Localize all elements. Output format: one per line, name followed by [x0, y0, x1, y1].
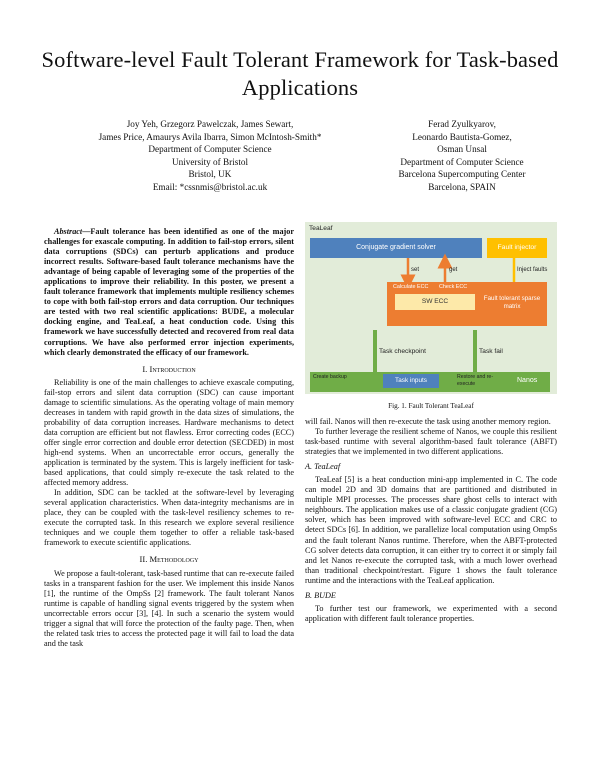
- author-line: Leonardo Bautista-Gomez,: [412, 131, 512, 142]
- author-line: James Price, Amaurys Avila Ibarra, Simon McIntosh-Smith*: [98, 131, 322, 142]
- affiliation-univ: University of Bristol: [171, 156, 249, 167]
- authors-left: [60, 118, 360, 194]
- fault-injector-box: Fault injector: [487, 238, 547, 258]
- affiliation-dept: Department of Computer Science: [148, 144, 272, 155]
- section-heading: II. Methodology: [139, 554, 199, 565]
- restore-label: Restore and re-execute: [457, 374, 494, 387]
- author-line: Ferad Zyulkyarov,: [428, 119, 496, 129]
- author-email: Email: *cssnmis@bristol.ac.uk: [152, 181, 268, 192]
- set-label: set: [411, 267, 420, 273]
- check-ecc-label: Check ECC: [439, 284, 468, 290]
- cg-solver-box: Conjugate gradient solver: [310, 238, 482, 258]
- right-column: [305, 417, 557, 624]
- tealeaf-label: TeaLeaf: [309, 225, 333, 232]
- calc-ecc-label: Calculate ECC: [393, 284, 429, 290]
- task-inputs-box: Task inputs: [383, 374, 439, 388]
- paragraph: will fail. Nanos will then re-execute the task using another memory region.: [305, 417, 551, 426]
- paper-title: Software-level Fault Tolerant Framework for Task-based Applications: [41, 47, 559, 100]
- affiliation-city: Barcelona, SPAIN: [428, 181, 496, 192]
- abstract-label: Abstract: [54, 227, 83, 236]
- figure-1: [305, 222, 557, 394]
- inject-faults-label: Inject faults: [517, 267, 548, 273]
- affiliation-dept: Department of Computer Science: [400, 156, 524, 167]
- paragraph: Reliability is one of the main challenges to achieve exascale computing, fail-stop errors and silent data corruption (SDC) can cause important damage to scientific simulations. As the operating voltage of main memory decreases in tandem with rapid growth in the data sizes of simulations, the probability of data corruption increases. Hardware mechanisms to detect data corruption are efficient but not flawless. Error correcting codes (ECC) offer single error correction and double error detection (SECDED) in most high-end systems. When an uncorrectable error occurs, generally the application is terminated by the system. This is largely inefficient for task-based applications, that could simply re-execute the task related to the affected memory address.: [44, 377, 294, 488]
- abstract-text: —Fault tolerance has been identified as one of the major challenges for exascale computing. In addition to fail-stop errors, silent data corruptions (SDCs) can perturb applications and produce incorrect results. Software-based fault tolerance mechanisms have the advantage of being capable of leveraging some of the properties of the applications to improve their reliability. In this poster, we present a fault tolerance framework that implements multiple resiliency schemes to cope with both fail-stop errors and data corruption. Our techniques are tested with two real scientific applications: BUDE, a molecular docking engine, and TeaLeaf, a heat conduction code. Using this framework we have successfully detected and recovered from real data corruptions. We have also performed error injection experiments, which clearly demonstrated the efficacy of our framework.: [44, 227, 294, 357]
- paragraph: We propose a fault-tolerant, task-based runtime that can re-execute failed tasks in a transparent fashion for the user. We implement this inside Nanos [1], the runtime of the OmpSs [2] framework. The fault tolerant Nanos runtime is capable of handling signal events triggered by the system when uncorrectable errors occur [3], [4]. In such a scenario the system would trigger a signal that will force the protection of the faulty page. Then, when the related task tries to access the protected page it will fail to load the data and the task: [44, 568, 294, 648]
- left-column: [44, 227, 294, 649]
- nanos-label: Nanos: [517, 377, 538, 384]
- paragraph: To further leverage the resilient scheme of Nanos, we couple this resilient task-based runtime with several algorithm-based fault tolerance (ABFT) strategies that we implemented in two different applications.: [305, 427, 557, 457]
- paragraph: In addition, SDC can be tackled at the software-level by leveraging several application characteristics. When data-integrity mechanisms are in place, they can be coupled with the task-level resiliency schemes to re-execute the corrupted task. In this research we explore several resilience techniques and we couple them together to offer a reliable task-based framework to execute scientific applications.: [44, 488, 294, 548]
- abstract: [44, 227, 294, 358]
- affiliation-city: Bristol, UK: [188, 169, 232, 180]
- subsection-heading: A. TeaLeaf: [305, 462, 341, 472]
- sw-ecc-box: SW ECC: [395, 294, 475, 310]
- paragraph: TeaLeaf [5] is a heat conduction mini-app implemented in C. The code can model 2D and 3D domains that are partitioned and distributed in multiple MPI processes. The processes share ghost cells to interact with neighbours. The application makes use of a classic conjugate gradient (CG) solver, which has been improved with software-level ECC and CRC to detect SDCs [6]. In addition, we parallelize local computation using OmpSs and the fault tolerant Nanos runtime. Therefore, when the ABFT-protected CG solver detects data corruption, it can either try to correct it or simply fail and let Nanos re-execute the corrupted task, with a much lower overhead than traditional checkpoint/restart. Figure 1 shows the fault tolerance runtime and the interactions with the TeaLeaf application.: [305, 475, 557, 585]
- figure-caption: Fig. 1. Fault Tolerant TeaLeaf: [388, 402, 474, 410]
- author-line: Joy Yeh, Grzegorz Pawelczak, James Sewart,: [126, 119, 294, 129]
- ft-sparse-label: Fault tolerant sparse matrix: [483, 295, 541, 310]
- create-backup-label: Create backup: [313, 374, 347, 380]
- subsection-heading: B. BUDE: [305, 590, 336, 600]
- get-label: get: [449, 267, 458, 273]
- section-heading: I. Introduction: [142, 363, 196, 374]
- task-checkpoint-label: Task checkpoint: [379, 348, 426, 355]
- affiliation-center: Barcelona Supercomputing Center: [398, 169, 526, 180]
- paragraph: To further test our framework, we experimented with a second application with different fault tolerance properties.: [305, 603, 557, 623]
- authors-right: [372, 118, 552, 194]
- author-line: Osman Unsal: [437, 144, 487, 155]
- task-fail-label: Task fail: [479, 348, 503, 355]
